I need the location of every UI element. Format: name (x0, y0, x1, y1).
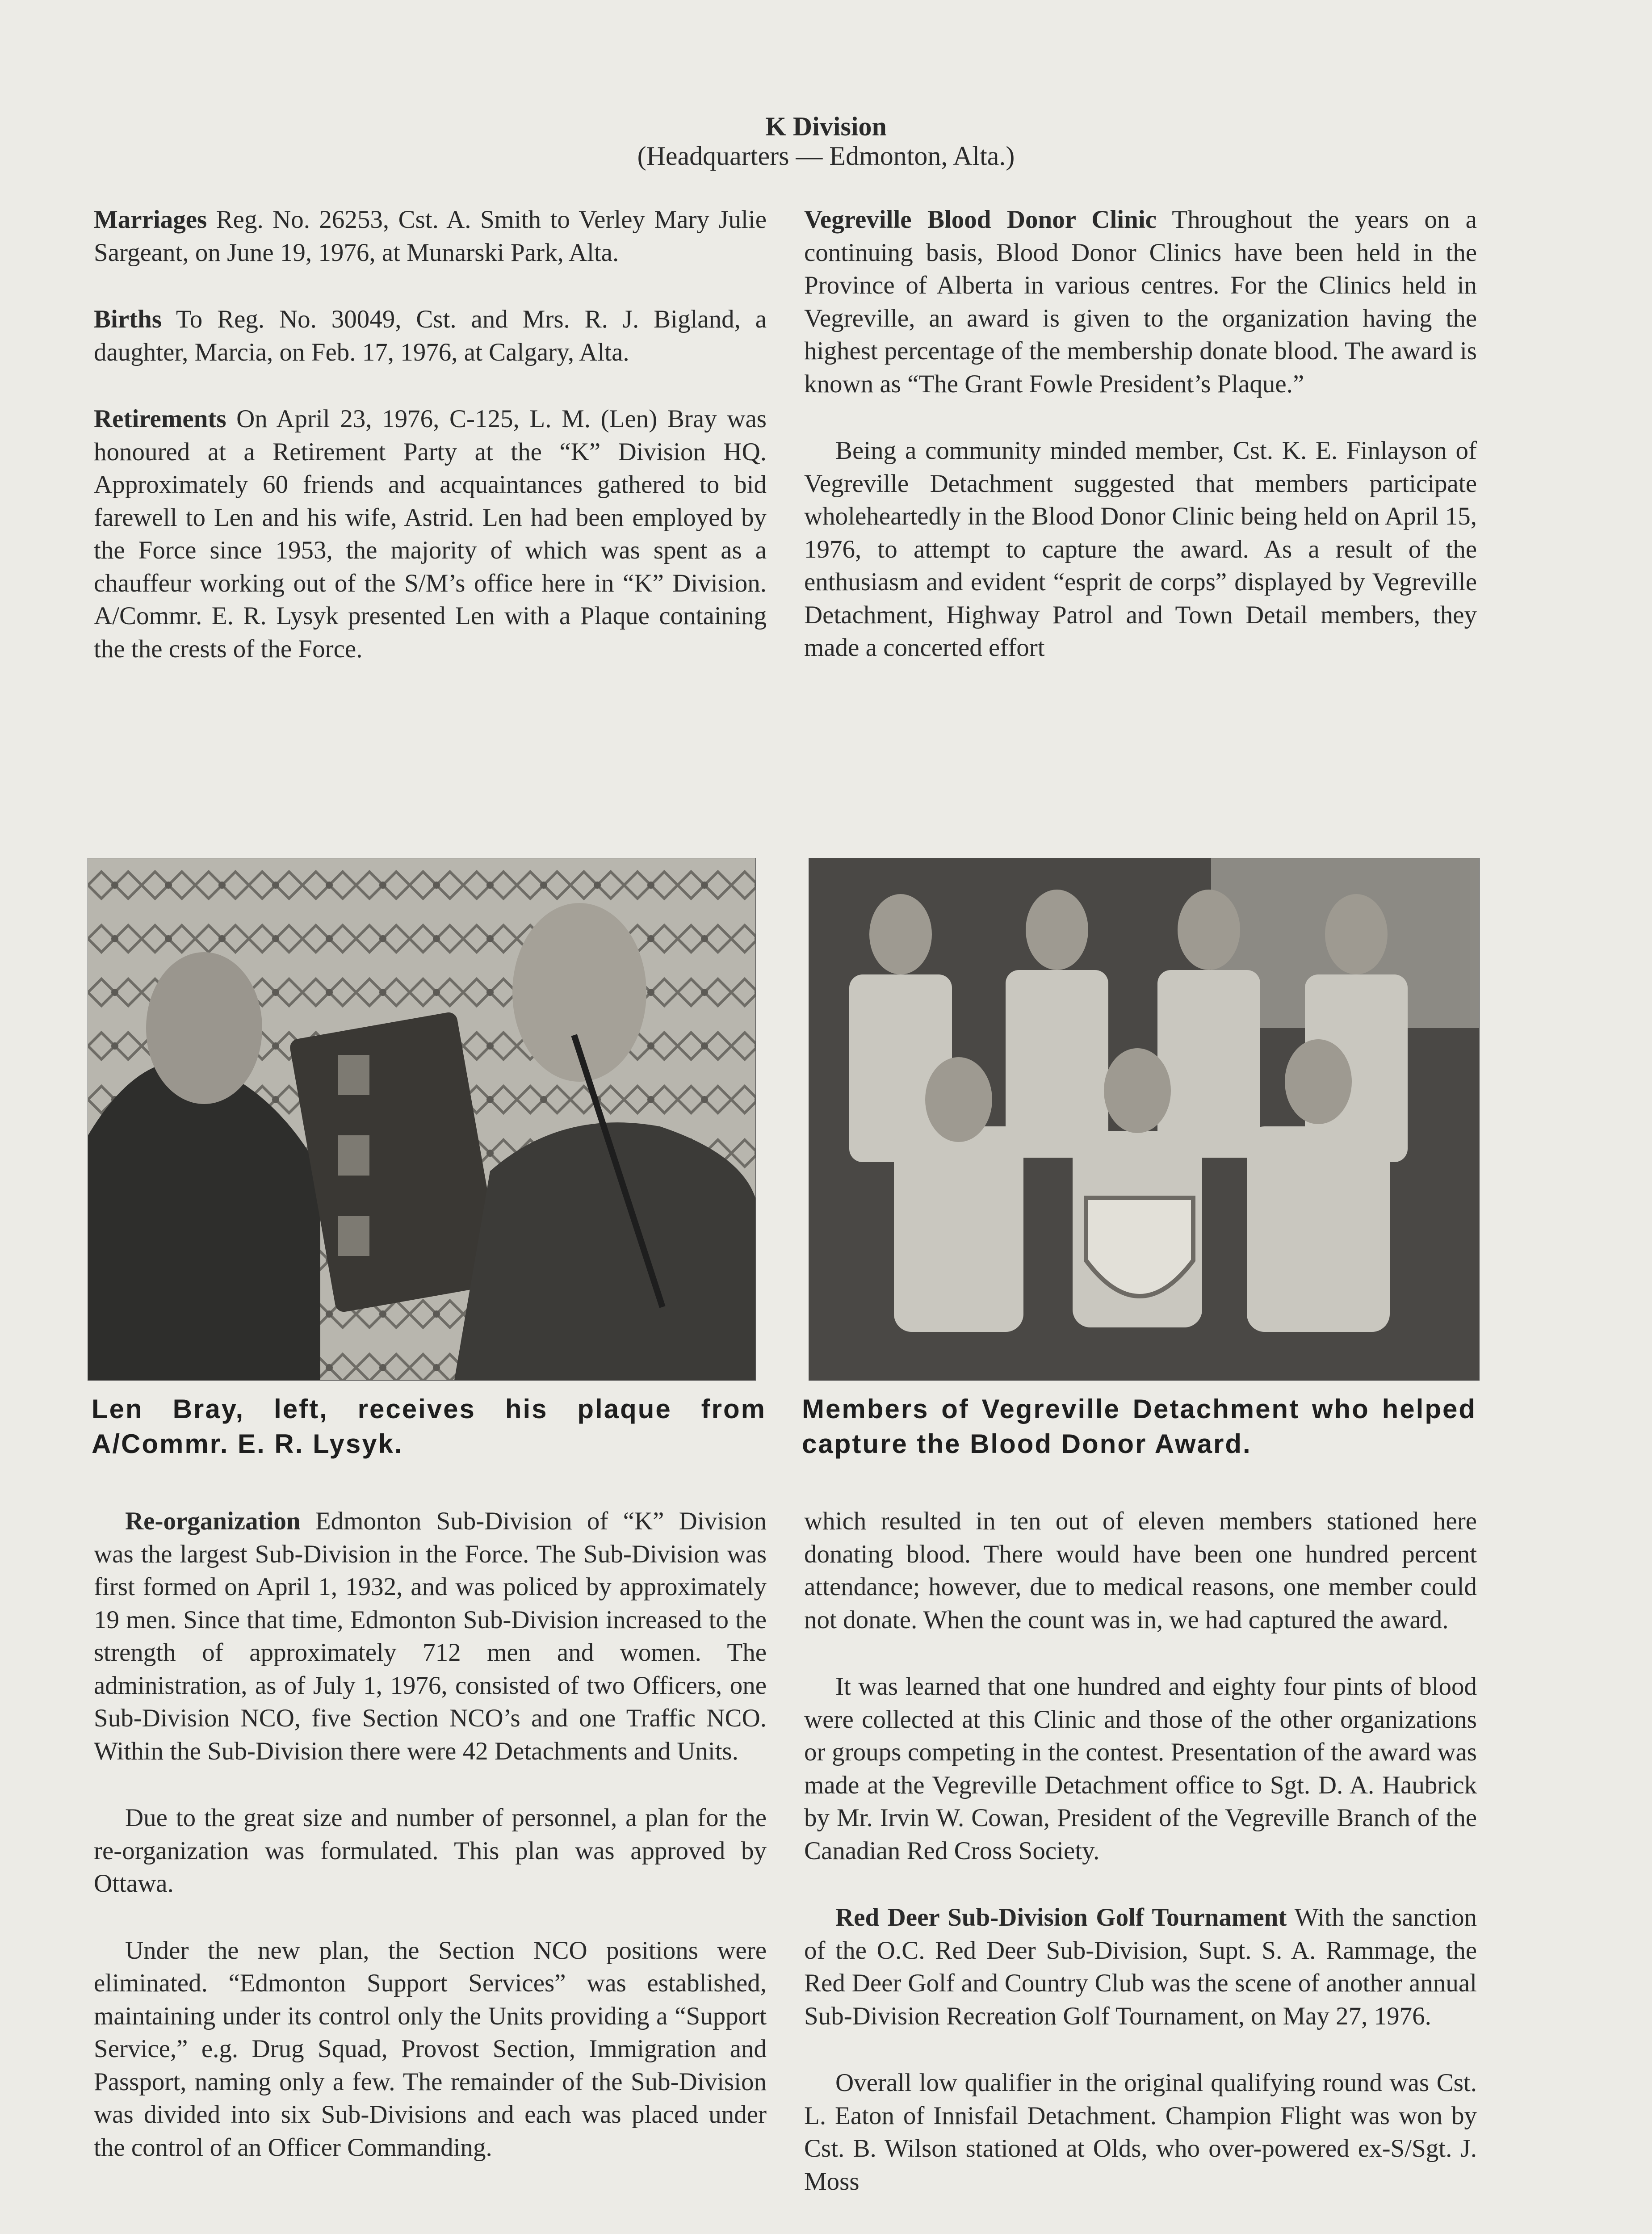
paragraph-text: To Reg. No. 30049, Cst. and Mrs. R. J. Bigland, a daughter, Marcia, on Feb. 17, 1976, at Calgary, Alta. (94, 305, 767, 366)
paragraph-text: Reg. No. 26253, Cst. A. Smith to Verley Mary Julie Sargeant, on June 19, 1976, at Munarski Park, Alta. (94, 206, 767, 267)
paragraph-text: Overall low qualifier in the original qualifying round was Cst. L. Eaton of Innisfail Detachment. Champion Flight was won by Cst. B. Wilson stationed at Olds, who over-powered ex-S/Sgt. J. Moss (804, 2069, 1477, 2196)
photo-len-bray-plaque (88, 858, 756, 1381)
paragraph-births (94, 303, 767, 369)
paragraph-text: With the sanction of the O.C. Red Deer Sub-Division, Supt. S. A. Rammage, the Red Deer Golf and Country Club was the scene of another annual Sub-Division Recreation Golf Tournament, on May 27, 1976. (804, 1903, 1477, 2030)
lead-heading: Retirements (94, 405, 226, 433)
caption-len-bray: Len Bray, left, receives his plaque from A/Commr. E. R. Lysyk. (92, 1394, 766, 1459)
right-column-top (804, 203, 1477, 664)
paragraph-text: Due to the great size and number of personnel, a plan for the re-organization was formulated. This plan was approved by Ottawa. (94, 1804, 767, 1898)
paragraph-qualifier (804, 2066, 1477, 2198)
caption-vegreville: Members of Vegreville Detachment who helped capture the Blood Donor Award. (802, 1394, 1476, 1459)
paragraph-text: It was learned that one hundred and eighty four pints of blood were collected at this Clinic and those of the other organizations or groups competing in the contest. Presentation of the award was made at the Vegreville Detachment office to Sgt. D. A. Haubrick by Mr. Irvin W. Cowan, President of the Vegreville Branch of the Canadian Red Cross Society. (804, 1672, 1477, 1865)
lead-heading: Marriages (94, 206, 207, 234)
paragraph-plan (94, 1801, 767, 1900)
paragraph-text: Throughout the years on a continuing basis, Blood Donor Clinics have been held in the Province of Alberta in various centres. For the Clinics held in Vegreville, an award is given to the organization having the highest percentage of the membership donate blood. The award is known as “The Grant Fowle President’s Plaque.” (804, 206, 1477, 398)
paragraph-golf (804, 1901, 1477, 2032)
paragraph-reorganization (94, 1505, 767, 1768)
photo-vegreville-detachment (809, 858, 1480, 1381)
left-column-top (94, 203, 767, 665)
lead-heading: Vegreville Blood Donor Clinic (804, 206, 1157, 234)
paragraph-community (804, 434, 1477, 664)
lead-heading: Red Deer Sub-Division Golf Tournament (835, 1903, 1287, 1932)
page-header (0, 112, 1652, 171)
lead-heading: Births (94, 305, 162, 333)
photo-illustration (88, 858, 755, 1380)
paragraph-text: which resulted in ten out of eleven members stationed here donating blood. There would have been one hundred percent attendance; however, due to medical reasons, one member could not donate. When the count was in, we had captured the award. (804, 1507, 1477, 1634)
paragraph-text: On April 23, 1976, C-125, L. M. (Len) Bray was honoured at a Retirement Party at the “K” Division HQ. Approximately 60 friends and acquaintances gathered to bid farewell to Len and his wife, Astrid. Len had been employed by the Force since 1953, the majority of which was spent as a chauffeur working out of the S/M’s office here in “K” Division. A/Commr. E. R. Lysyk presented Len with a Plaque containing the the crests of the Force. (94, 405, 767, 663)
paragraph-result (804, 1505, 1477, 1636)
photo-illustration (809, 858, 1479, 1380)
paragraph-text: Under the new plan, the Section NCO positions were eliminated. “Edmonton Support Services” was established, maintaining under its control only the Units providing a “Support Service,” e.g. Drug Squad, Provost Section, Immigration and Passport, naming only a few. The remainder of the Sub-Division was divided into six Sub-Divisions and each was placed under the control of an Officer Commanding. (94, 1936, 767, 2162)
lead-heading: Re-organization (125, 1507, 301, 1535)
right-column-bottom (804, 1505, 1477, 2198)
division-title: K Division (765, 112, 887, 141)
division-subtitle: (Headquarters — Edmonton, Alta.) (637, 141, 1015, 171)
paragraph-blood-donor (804, 203, 1477, 400)
paragraph-text: Being a community minded member, Cst. K. E. Finlayson of Vegreville Detachment suggested that members participate wholeheartedly in the Blood Donor Clinic being held on April 15, 1976, to attempt to capture the award. As a result of the enthusiasm and evident “esprit de corps” displayed by Vegreville Detachment, Highway Patrol and Town Detail members, they made a concerted effort (804, 437, 1477, 662)
paragraph-marriages (94, 203, 767, 269)
paragraph-pints (804, 1670, 1477, 1867)
left-column-bottom (94, 1505, 767, 2164)
paragraph-text: Edmonton Sub-Division of “K” Division was the largest Sub-Division in the Force. The Sub-Division was first formed on April 1, 1932, and was policed by approximately 19 men. Since that time, Edmonton Sub-Division increased to the strength of approximately 712 men and women. The administration, as of July 1, 1976, consisted of two Officers, one Sub-Division NCO, five Section NCO’s and one Traffic NCO. Within the Sub-Division there were 42 Detachments and Units. (94, 1507, 767, 1765)
paragraph-retirements (94, 403, 767, 665)
paragraph-new-plan (94, 1934, 767, 2164)
